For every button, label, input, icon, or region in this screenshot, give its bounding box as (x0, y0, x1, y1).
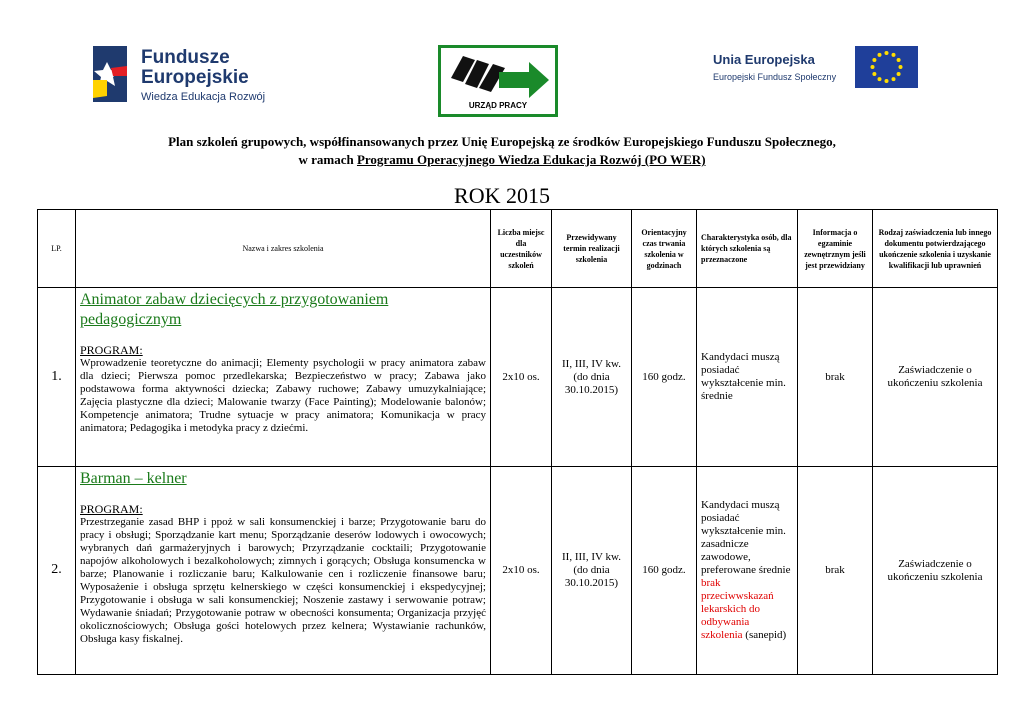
row-exam: brak (798, 288, 873, 467)
header-characteristics: Charakterystyka osób, dla których szkolenia są przeznaczone (697, 210, 798, 288)
characteristics-red-text: brak przeciwwskazań lekarskich do odbywania szkolenia (701, 577, 774, 641)
header-exam: Informacja o egzaminie zewnętrznym jeśli jest przewidziany (798, 210, 873, 288)
header-certificate: Rodzaj zaświadczenia lub innego dokumentu potwierdzającego ukończenie szkolenia i uzyskanie kwalifikacji lub uprawnień (873, 210, 998, 288)
urzad-pracy-arrow-icon (441, 48, 555, 104)
program-label: PROGRAM: (80, 343, 143, 357)
table-row (38, 288, 998, 467)
fe-line1: Fundusze (141, 47, 230, 68)
fe-text-block (141, 48, 265, 104)
header-lp: LP. (38, 210, 76, 288)
plan-subtitle (0, 152, 1004, 168)
header-term: Przewidywany termin realizacji szkolenia (552, 210, 632, 288)
table-row (38, 467, 998, 675)
row-certificate: Zaświadczenie o ukończeniu szkolenia (873, 288, 998, 467)
row-exam: brak (798, 467, 873, 675)
row-duration: 160 godz. (632, 288, 697, 467)
row-name-cell (76, 288, 491, 467)
fundusze-europejskie-logo (93, 46, 283, 104)
row-certificate: Zaświadczenie o ukończeniu szkolenia (873, 467, 998, 675)
eu-flag-icon (855, 46, 918, 88)
characteristics-text: Kandydaci muszą posiadać wykształcenie min. średnie (701, 351, 786, 402)
table-header-row (38, 210, 998, 288)
plan-subtitle-prefix: w ramach (298, 152, 357, 167)
row-term: II, III, IV kw. (do dnia 30.10.2015) (552, 288, 632, 467)
header-name: Nazwa i zakres szkolenia (76, 210, 491, 288)
characteristics-tail: (sanepid) (745, 629, 787, 641)
characteristics-text: Kandydaci muszą posiadać wykształcenie min. zasadnicze zawodowe, preferowane średnie (701, 499, 791, 576)
plan-title: Plan szkoleń grupowych, współfinansowanych przez Unię Europejską ze środków Europejskiego Funduszu Społecznego, (168, 134, 836, 149)
header-count: Liczba miejsc dla uczestników szkoleń (491, 210, 552, 288)
training-title: Barman – kelner (80, 470, 187, 487)
program-name: Programu Operacyjnego Wiedza Edukacja Rozwój (PO WER) (356, 152, 706, 167)
year-title: ROK 2015 (454, 183, 550, 208)
ue-subtitle: Europejski Fundusz Społeczny (713, 72, 837, 82)
row-name-cell (76, 467, 491, 675)
fe-line3: Wiedza Edukacja Rozwój (141, 91, 266, 103)
urzad-pracy-logo (438, 45, 558, 117)
row-lp: 1. (38, 288, 76, 467)
row-count: 2x10 os. (491, 288, 552, 467)
row-term: II, III, IV kw. (do dnia 30.10.2015) (552, 467, 632, 675)
row-characteristics (697, 288, 798, 467)
row-duration: 160 godz. (632, 467, 697, 675)
program-description: Wprowadzenie teoretyczne do animacji; Elementy psychologii w pracy animatora zabaw dla dzieci; Pierwsza pomoc przedlekarska; Bezpieczeństwo w pracy; Zabawa jako podstawowa forma aktywności dziecka; Zabawy ruchowe; Zabawy umuzykalniające; Zajęcia plastyczne dla dzieci; Malowanie twarzy (Face Painting); Modelowanie balonów; Kompetencje animatora; Trudne sytuacje w pracy animatora; Komunikacja w pracy animatora; Pedagogika i metodyka pracy z dziećmi. (80, 357, 486, 434)
program-label: PROGRAM: (80, 502, 143, 516)
row-count: 2x10 os. (491, 467, 552, 675)
fe-line2: Europejskie (141, 67, 249, 88)
training-plan-table (37, 209, 998, 675)
ue-title: Unia Europejska (713, 52, 815, 67)
row-lp: 2. (38, 467, 76, 675)
fe-star-icon (93, 46, 133, 102)
header-duration: Orientacyjny czas trwania szkolenia w godzinach (632, 210, 697, 288)
row-characteristics (697, 467, 798, 675)
program-description: Przestrzeganie zasad BHP i ppoż w sali konsumenckiej i barze; Przygotowanie baru do pracy i obsługi; Sporządzanie kart menu; Sporządzanie deserów lodowych i owocowych; wybranych dań garmażeryjnych i barowych; Przyrządzanie cocktaili; Przygotowanie napojów alkoholowych i bezalkoholowych; zimnych i gorących; Obsługa konsumencka w barze; Planowanie i rozliczanie baru; Kalkulowanie cen i rozliczenie finansowe baru; Wyposażenie i obsługa sprzętu kelnerskiego w części konsumenckiej i ekspedycyjnej; Przygotowanie i obsługa w sali konsumenckiej; Noszenie zastawy i serwowanie potraw; Wydawanie śniadań; Przygotowanie potraw w obecności konsumenta; Organizacja przyjęć okolicznościowych; Obsługa gości hotelowych przez kelnera; Wystawianie rachunków, Obsługa kasy fiskalnej. (80, 516, 486, 645)
unia-europejska-logo (711, 46, 921, 90)
urzad-pracy-label: URZĄD PRACY (468, 101, 528, 110)
training-title: Animator zabaw dziecięcych z przygotowaniem pedagogicznym (80, 291, 389, 328)
